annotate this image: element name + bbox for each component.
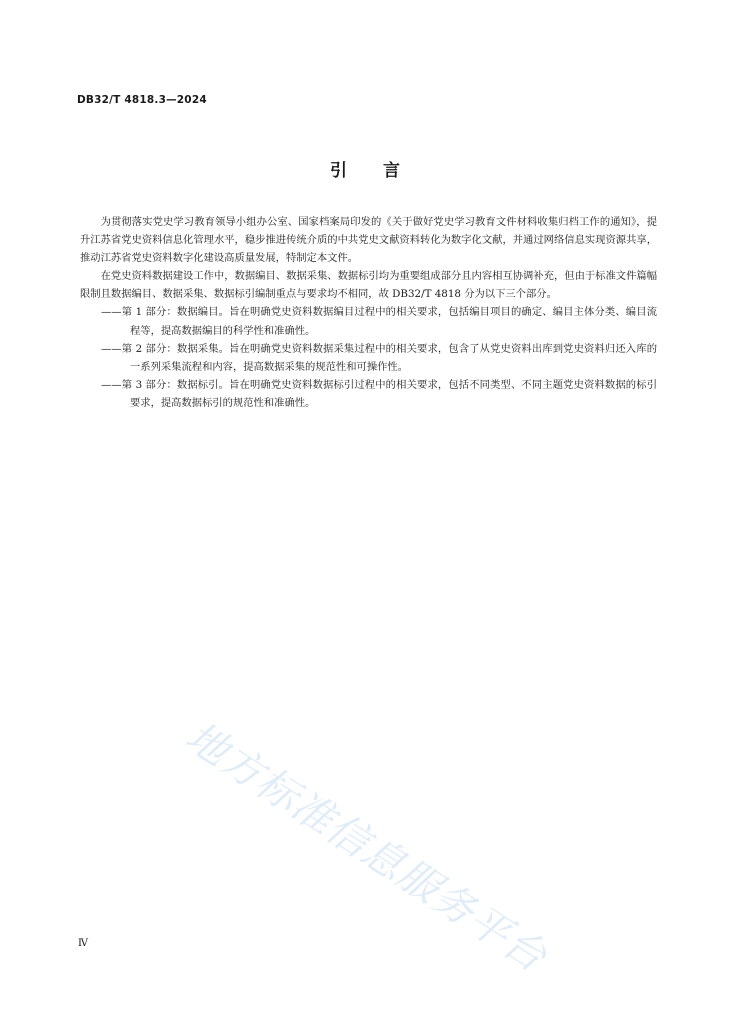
list-item: ——第 2 部分：数据采集。旨在明确党史资料数据采集过程中的相关要求，包含了从党史资料出库到党史资料归还入库的一系列采集流程和内容，提高数据采集的规范性和可操作性。 bbox=[101, 342, 657, 373]
list-item: ——第 3 部分：数据标引。旨在明确党史资料数据标引过程中的相关要求，包括不同类型、不同主题党史资料数据的标引要求，提高数据标引的规范性和准确性。 bbox=[101, 378, 657, 409]
paragraph: 在党史资料数据建设工作中，数据编目、数据采集、数据标引均为重要组成部分且内容相互协调补充，但由于标准文件篇幅限制且数据编目、数据采集、数据标引编制重点与要求均不相同，故 DB32/T 4818 分为以下三个部分。 bbox=[80, 270, 657, 301]
watermark: 地方标准信息服务平台 bbox=[177, 712, 556, 982]
title-char-1: 引 bbox=[330, 161, 347, 181]
document-code: DB32/T 4818.3—2024 bbox=[77, 94, 207, 106]
list-item: ——第 1 部分：数据编目。旨在明确党史资料数据编目过程中的相关要求，包括编目项目的确定、编目主体分类、编目流程等，提高数据编目的科学性和准确性。 bbox=[101, 306, 657, 337]
page-number: Ⅳ bbox=[78, 938, 88, 949]
paragraph: 为贯彻落实党史学习教育领导小组办公室、国家档案局印发的《关于做好党史学习教育文件材料收集归档工作的通知》，提升江苏省党史资料信息化管理水平，稳步推进传统介质的中共党史文献资料转化为数字化文献，并通过网络信息实现资源共享，推动江苏省党史资料数字化建设高质量发展，特制定本文件。 bbox=[80, 216, 657, 265]
introduction-body bbox=[80, 213, 657, 412]
section-title bbox=[0, 156, 730, 181]
title-char-2: 言 bbox=[383, 161, 400, 181]
